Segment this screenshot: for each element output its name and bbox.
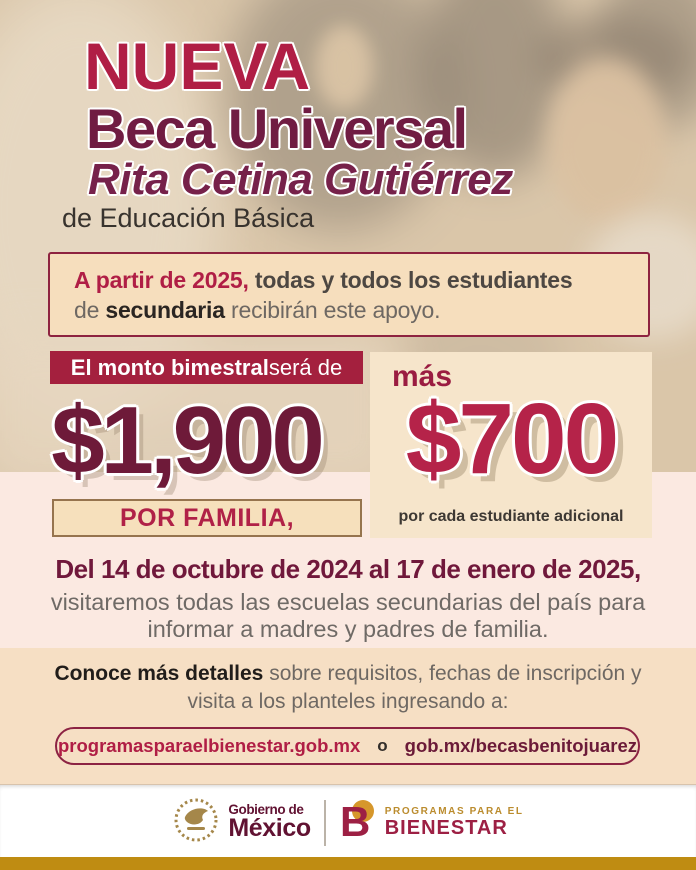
amount-banner-bold: El monto bimestral (70, 354, 269, 380)
bienestar-b-mark-icon (339, 798, 377, 847)
mexico-eagle-emblem-icon (172, 796, 220, 849)
education-level-label: de Educación Básica (62, 203, 315, 233)
poster-kicker: NUEVA (84, 29, 311, 103)
eligibility-box (48, 252, 650, 337)
eligibility-text: de (74, 297, 106, 323)
extra-amount-panel (370, 352, 652, 538)
per-family-box: POR FAMILIA, (52, 499, 362, 537)
poster-title: Beca Universal (86, 97, 467, 160)
details-text: visita a los planteles ingresando a: (187, 690, 509, 713)
or-separator: o (377, 736, 388, 755)
extra-amount: $700 (405, 383, 617, 495)
gobierno-line2: México (228, 814, 311, 843)
bienestar-wordmark (385, 806, 524, 839)
eligibility-text: recibirán este apoyo. (224, 297, 441, 323)
gobierno-wordmark (228, 804, 310, 841)
website-link-bienestar[interactable]: programasparaelbienestar.gob.mx (57, 735, 361, 756)
bottom-gold-bar (0, 857, 696, 870)
details-bold: Conoce más detalles (54, 662, 264, 685)
extra-amount-caption: por cada estudiante adicional (398, 508, 624, 525)
amount-banner-rest: será de (268, 354, 343, 380)
eligibility-text: todas y todos los estudiantes (248, 267, 573, 293)
svg-text:B: B (339, 798, 371, 842)
details-block (0, 660, 696, 716)
main-amount: $1,900 (51, 387, 321, 494)
amount-banner (50, 351, 363, 384)
eligibility-highlight: A partir de 2025, (74, 267, 249, 293)
bienestar-line2: BIENESTAR (384, 817, 508, 839)
poster-subtitle: Rita Cetina Gutiérrez (88, 155, 513, 204)
plus-label: más (392, 360, 453, 393)
details-text: sobre requisitos, fechas de inscripción y (263, 662, 642, 685)
schedule-block (0, 554, 696, 643)
bienestar-line1: PROGRAMAS PARA EL (384, 806, 524, 817)
schedule-line: visitaremos todas las escuelas secundarias del país para (50, 589, 646, 615)
logo-divider (324, 800, 326, 846)
website-link-becas[interactable]: gob.mx/becasbenitojuarez (404, 735, 637, 756)
eligibility-bold-word: secundaria (105, 297, 225, 323)
websites-pill (55, 727, 640, 765)
footer-logos (0, 796, 696, 849)
programas-bienestar-logo (339, 798, 524, 847)
gobierno-de-mexico-logo (172, 796, 310, 849)
schedule-dates: Del 14 de octubre de 2024 al 17 de enero de 2025, (55, 554, 641, 584)
gobierno-line1: Gobierno de (228, 802, 304, 818)
schedule-line: informar a madres y padres de familia. (147, 616, 549, 642)
